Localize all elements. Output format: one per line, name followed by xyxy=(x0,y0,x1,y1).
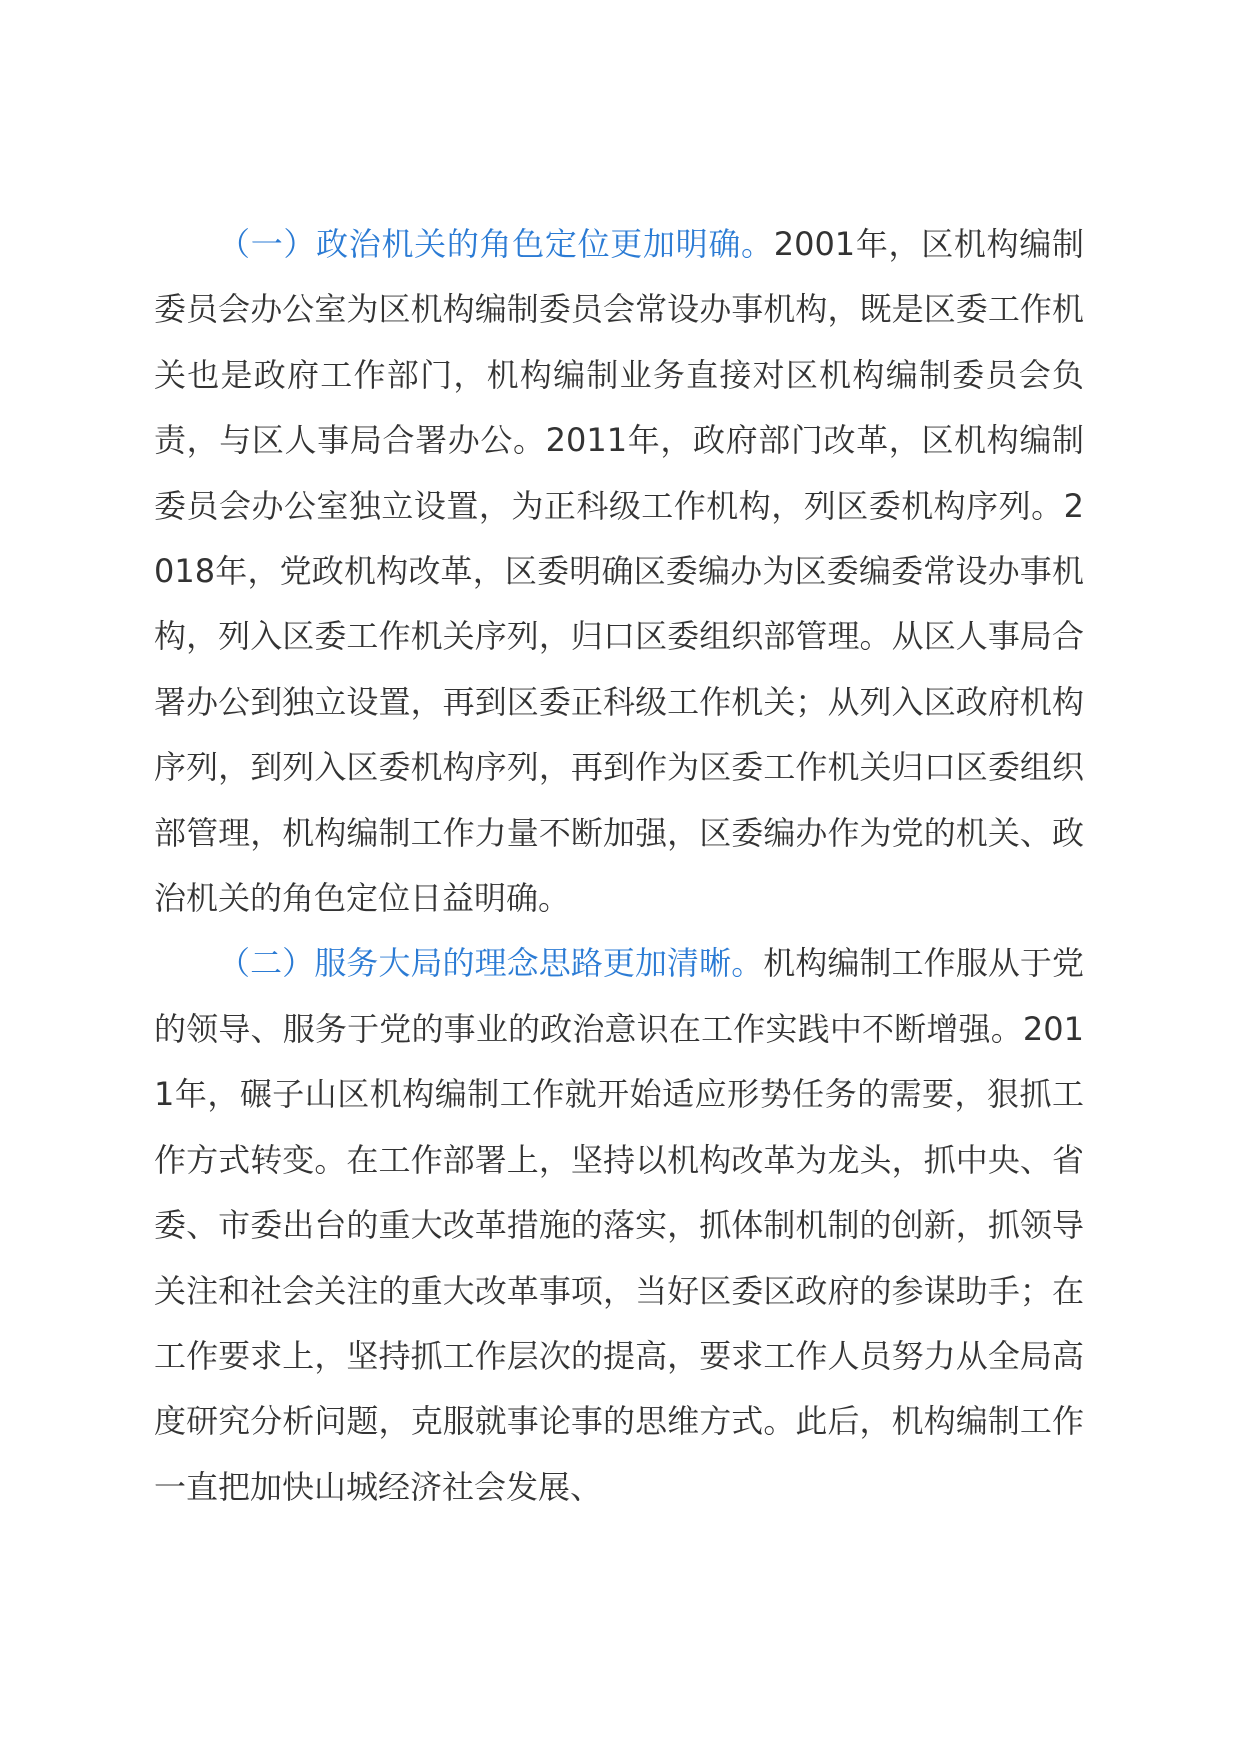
paragraph-serve-overall xyxy=(154,931,1084,1520)
section-heading-serve-overall: （二）服务大局的理念思路更加清晰。 xyxy=(218,944,764,983)
section-heading-political-role: （一）政治机关的角色定位更加明确。 xyxy=(218,225,774,263)
paragraph-text-political-role: 2001年，区机构编制委员会办公室为区机构编制委员会常设办事机构，既是区委工作机关也是政府工作部门，机构编制业务直接对区机构编制委员会负责，与区人事局合署办公。2011年，政府部门改革，区机构编制委员会办公室独立设置，为正科级工作机构，列区委机构序列。2018年，党政机构改革，区委明确区委编办为区委编委常设办事机构，列入区委工作机关序列，归口区委组织部管理。从区人事局合署办公到独立设置，再到区委正科级工作机关；从列入区政府机构序列，到列入区委机构序列，再到作为区委工作机关归口区委组织部管理，机构编制工作力量不断加强，区委编办作为党的机关、政治机关的角色定位日益明确。 xyxy=(154,225,1084,918)
document-body xyxy=(154,212,1084,1520)
paragraph-text-serve-overall: 机构编制工作服从于党的领导、服务于党的事业的政治意识在工作实践中不断增强。2011年，碾子山区机构编制工作就开始适应形势任务的需要，狠抓工作方式转变。在工作部署上，坚持以机构改革为龙头，抓中央、省委、市委出台的重大改革措施的落实，抓体制机制的创新，抓领导关注和社会关注的重大改革事项，当好区委区政府的参谋助手；在工作要求上，坚持抓工作层次的提高，要求工作人员努力从全局高度研究分析问题，克服就事论事的思维方式。此后，机构编制工作一直把加快山城经济社会发展、 xyxy=(154,944,1084,1506)
paragraph-political-role xyxy=(154,212,1084,931)
